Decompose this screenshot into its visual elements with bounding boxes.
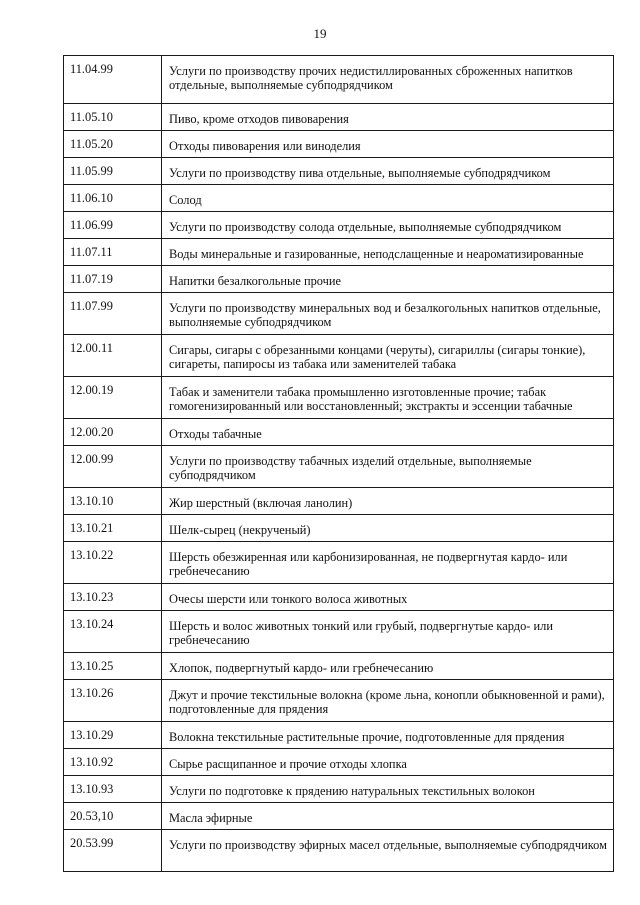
description-cell: Напитки безалкогольные прочие	[162, 266, 614, 293]
code-cell: 11.04.99	[64, 56, 162, 104]
table-row	[64, 722, 614, 749]
table-row	[64, 266, 614, 293]
code-cell: 20.53.99	[64, 830, 162, 872]
code-cell: 13.10.25	[64, 653, 162, 680]
table-row	[64, 749, 614, 776]
description-cell: Джут и прочие текстильные волокна (кроме льна, конопли обыкновенной и рами), подготовленные для прядения	[162, 680, 614, 722]
code-cell: 13.10.92	[64, 749, 162, 776]
description-cell: Табак и заменители табака промышленно изготовленные прочие; табак гомогенизированный или восстановленный; экстракты и эссенции табачные	[162, 377, 614, 419]
code-cell: 11.05.99	[64, 158, 162, 185]
table-row	[64, 185, 614, 212]
table-row	[64, 653, 614, 680]
code-cell: 11.07.19	[64, 266, 162, 293]
description-cell: Сигары, сигары с обрезанными концами (черуты), сигариллы (сигары тонкие), сигареты, папиросы из табака или заменителей табака	[162, 335, 614, 377]
table-row	[64, 776, 614, 803]
classification-table	[63, 55, 614, 872]
code-cell: 13.10.26	[64, 680, 162, 722]
table-row	[64, 212, 614, 239]
description-cell: Очесы шерсти или тонкого волоса животных	[162, 584, 614, 611]
code-cell: 11.05.20	[64, 131, 162, 158]
description-cell: Услуги по производству эфирных масел отдельные, выполняемые субподрядчиком	[162, 830, 614, 872]
description-cell: Отходы пивоварения или виноделия	[162, 131, 614, 158]
code-cell: 11.06.99	[64, 212, 162, 239]
description-cell: Воды минеральные и газированные, неподслащенные и неароматизированные	[162, 239, 614, 266]
code-cell: 12.00.20	[64, 419, 162, 446]
code-cell: 12.00.99	[64, 446, 162, 488]
table-row	[64, 158, 614, 185]
table-row	[64, 239, 614, 266]
code-cell: 11.05.10	[64, 104, 162, 131]
table-row	[64, 542, 614, 584]
description-cell: Масла эфирные	[162, 803, 614, 830]
table-row	[64, 680, 614, 722]
table-row	[64, 419, 614, 446]
table-row	[64, 584, 614, 611]
description-cell: Шерсть обезжиренная или карбонизированная, не подвергнутая кардо- или гребнечесанию	[162, 542, 614, 584]
page-number: 19	[313, 26, 327, 41]
description-cell: Услуги по производству солода отдельные, выполняемые субподрядчиком	[162, 212, 614, 239]
description-cell: Сырье расщипанное и прочие отходы хлопка	[162, 749, 614, 776]
code-cell: 11.06.10	[64, 185, 162, 212]
description-cell: Услуги по производству минеральных вод и безалкогольных напитков отдельные, выполняемые субподрядчиком	[162, 293, 614, 335]
table-row	[64, 56, 614, 104]
code-cell: 12.00.11	[64, 335, 162, 377]
table-row	[64, 515, 614, 542]
code-cell: 20.53,10	[64, 803, 162, 830]
description-cell: Услуги по производству пива отдельные, выполняемые субподрядчиком	[162, 158, 614, 185]
description-cell: Отходы табачные	[162, 419, 614, 446]
table-row	[64, 131, 614, 158]
code-cell: 13.10.23	[64, 584, 162, 611]
code-cell: 13.10.22	[64, 542, 162, 584]
table-row	[64, 488, 614, 515]
description-cell: Жир шерстный (включая ланолин)	[162, 488, 614, 515]
description-cell: Пиво, кроме отходов пивоварения	[162, 104, 614, 131]
code-cell: 12.00.19	[64, 377, 162, 419]
code-cell: 11.07.11	[64, 239, 162, 266]
table-row	[64, 377, 614, 419]
code-cell: 13.10.24	[64, 611, 162, 653]
classification-table-body	[64, 56, 614, 872]
code-cell: 11.07.99	[64, 293, 162, 335]
description-cell: Хлопок, подвергнутый кардо- или гребнечесанию	[162, 653, 614, 680]
table-row	[64, 611, 614, 653]
table-row	[64, 446, 614, 488]
description-cell: Волокна текстильные растительные прочие, подготовленные для прядения	[162, 722, 614, 749]
table-row	[64, 293, 614, 335]
description-cell: Услуги по производству прочих недистиллированных сброженных напитков отдельные, выполняемые субподрядчиком	[162, 56, 614, 104]
description-cell: Шерсть и волос животных тонкий или грубый, подвергнутые кардо- или гребнечесанию	[162, 611, 614, 653]
description-cell: Солод	[162, 185, 614, 212]
description-cell: Услуги по производству табачных изделий отдельные, выполняемые субподрядчиком	[162, 446, 614, 488]
table-row	[64, 335, 614, 377]
table-row	[64, 830, 614, 872]
code-cell: 13.10.10	[64, 488, 162, 515]
description-cell: Услуги по подготовке к прядению натуральных текстильных волокон	[162, 776, 614, 803]
table-row	[64, 803, 614, 830]
description-cell: Шелк-сырец (некрученый)	[162, 515, 614, 542]
code-cell: 13.10.21	[64, 515, 162, 542]
code-cell: 13.10.93	[64, 776, 162, 803]
table-row	[64, 104, 614, 131]
code-cell: 13.10.29	[64, 722, 162, 749]
